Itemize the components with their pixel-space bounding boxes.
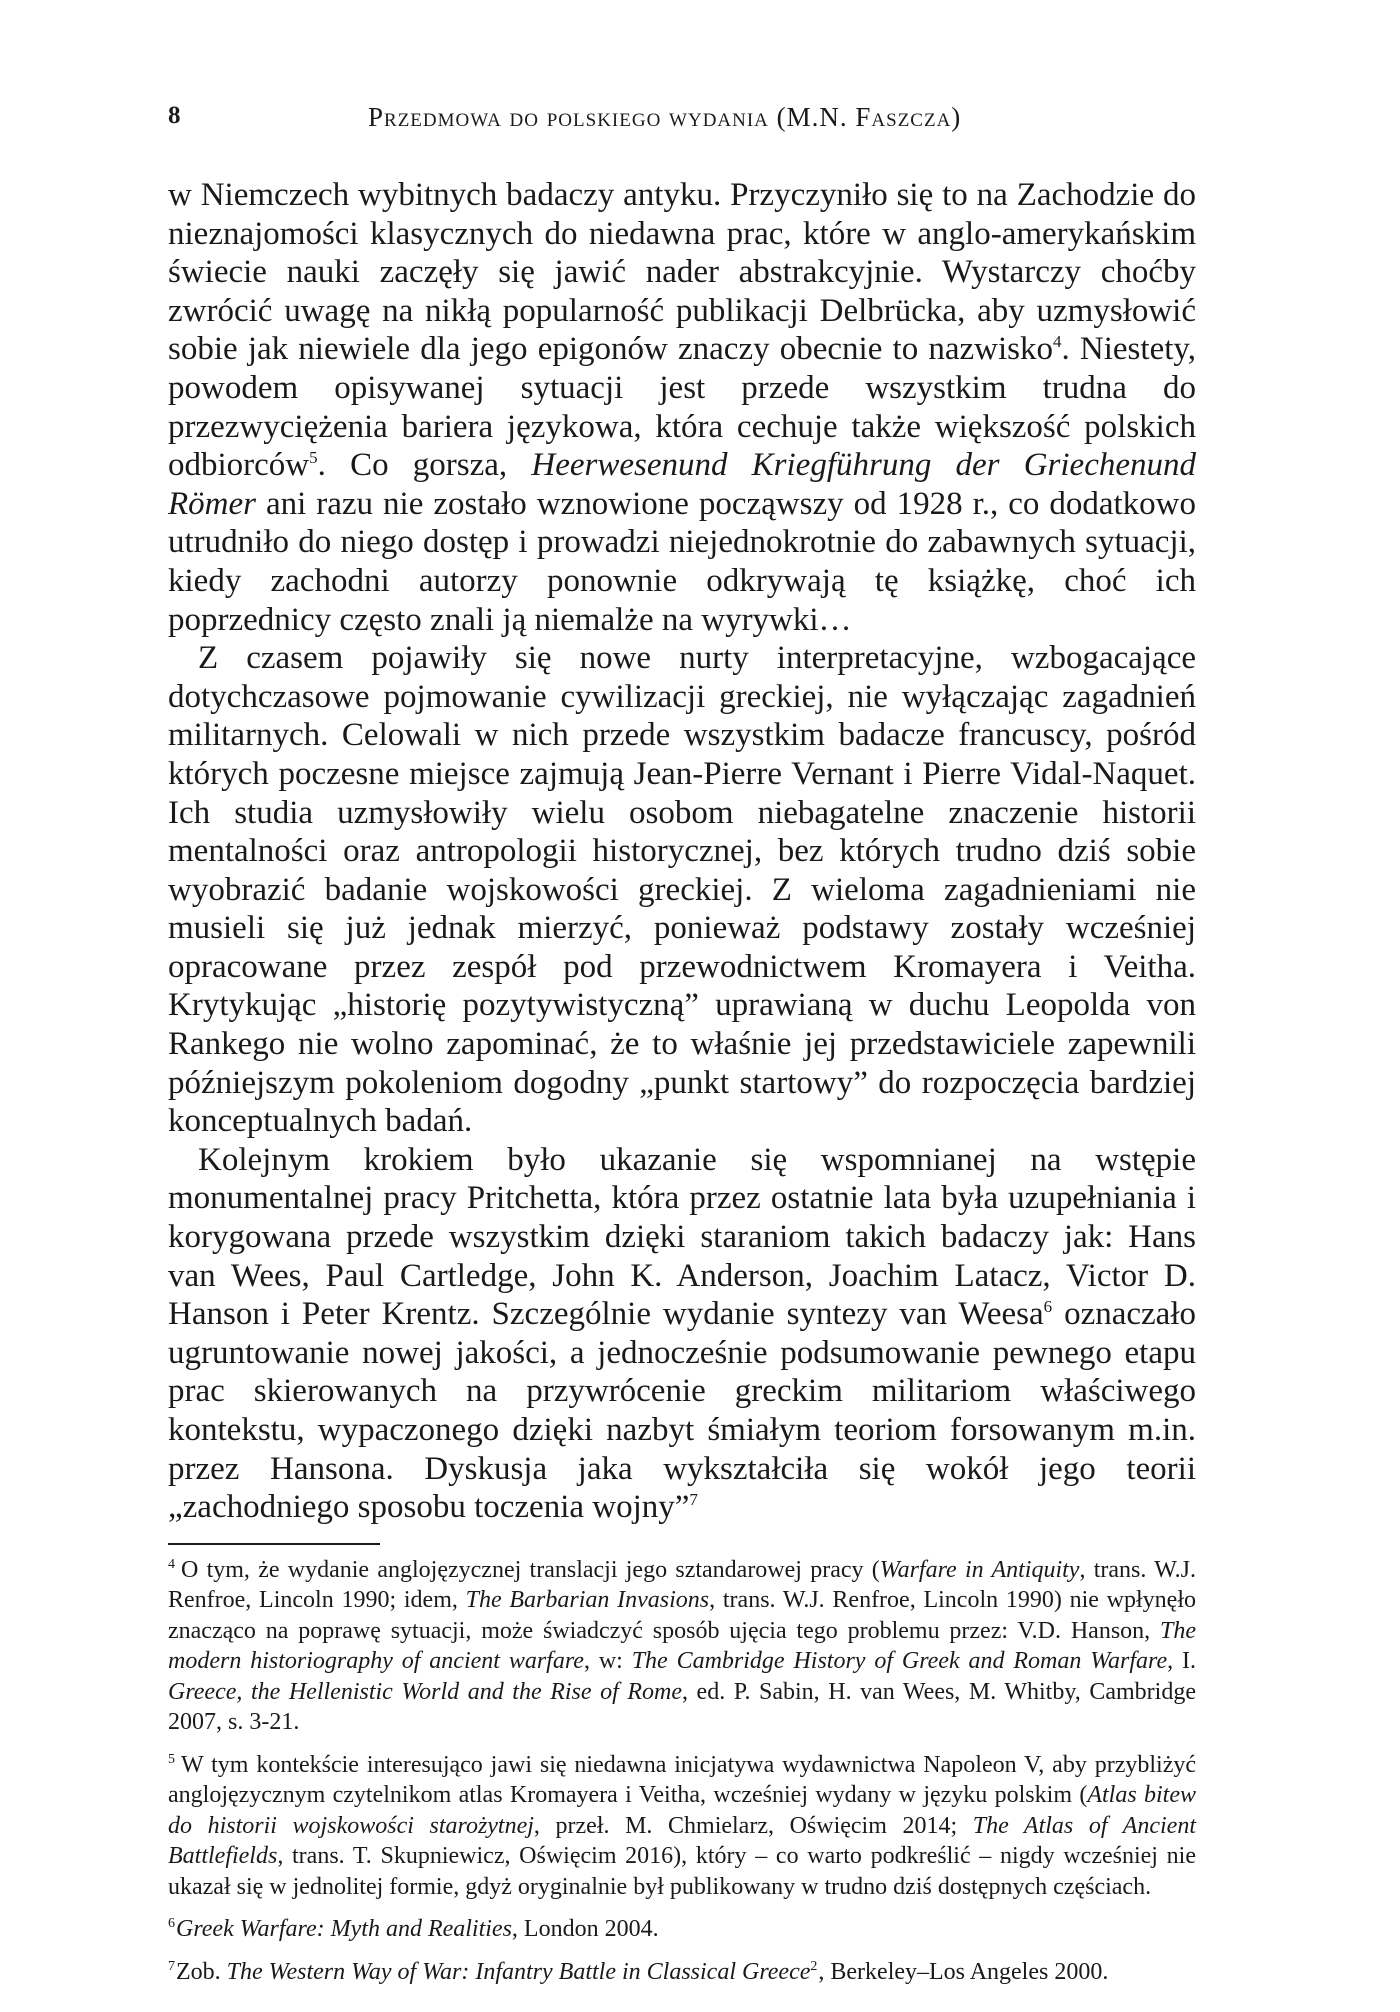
main-text <box>168 176 1196 1527</box>
paragraph-3: Kolejnym krokiem było ukazanie się wspomnianej na wstępie monumentalnej pracy Pritchetta, która przez ostatnie lata była uzupełniania i korygowana przede wszystkim dzięki staraniom takich badaczy jak: Hans van Wees, Paul Cartledge, John K. Anderson, Joachim Latacz, Victor D. Hanson i Peter Krentz. Szczególnie wydanie syntezy van Weesa$^6$ oznaczało ugruntowanie nowej jakości, a jednocześnie podsumowanie pewnego etapu prac skierowanych na przywrócenie greckim militariom właściwego kontekstu, wypaczonego dzięki nazbyt śmiałym teoriom forsowanym m.in. przez Hansona. Dyskusja jaka wykształciła się wokół jego teorii „zachodniego sposobu toczenia wojny”$^7$ <box>168 1141 1196 1526</box>
footnote-number: 4 <box>168 1556 175 1572</box>
footnote-5: $^5$ W tym kontekście interesująco jawi się niedawna inicjatywa wydawnictwa Napoleon V, aby przybliżyć anglojęzycznym czytelnikom atlas Kromayera i Veitha, wcześniej wydany w języku polskim (Atlas bitew do historii wojskowości starożytnej, przeł. M. Chmielarz, Oświęcim 2014; The Atlas of Ancient Battlefields, trans. T. Skupniewicz, Oświęcim 2016), który – co warto podkreślić – nigdy wcześniej nie ukazał się w jednolitej formie, gdyż oryginalnie był publikowany w trudno dziś dostępnych częściach. <box>168 1751 1197 1900</box>
footnote-divider <box>168 1543 380 1545</box>
book-page <box>168 96 1196 1999</box>
footnote-4: $^4$ O tym, że wydanie anglojęzycznej translacji jego sztandarowej pracy (Warfare in Antiquity, trans. W.J. Renfroe, Lincoln 1990; idem, The Barbarian Invasions, trans. W.J. Renfroe, Lincoln 1990) nie wpłynęło znacząco na poprawę sytuacji, może świadczyć sposób ujęcia tego problemu przez: V.D. Hanson, The modern historiography of ancient warfare, w: The Cambridge History of Greek and Roman Warfare, I. Greece, the Hellenistic World and the Rise of Rome, ed. P. Sabin, H. van Wees, M. Whitby, Cambridge 2007, s. 3-21. <box>168 1556 1197 1736</box>
book-title-italic: Heerwesenund Kriegführung der Griechenund Römer <box>168 447 1196 522</box>
footnote-number: 6 <box>168 1916 175 1932</box>
footnotes <box>168 1555 1196 1988</box>
running-title: Przedmowa do polskiego wydania (M.N. Faszcza) <box>368 102 962 132</box>
running-header <box>168 96 1196 140</box>
paragraph-1: w Niemczech wybitnych badaczy antyku. Przyczyniło się to na Zachodzie do nieznajomości klasycznych do niedawna prac, które w anglo-amerykańskim świecie nauki zaczęły się jawić nader abstrakcyjnie. Wystarczy choćby zwrócić uwagę na nikłą popularność publikacji Delbrücka, aby uzmysłowić sobie jak niewiele dla jego epigonów znaczy obecnie to nazwisko$^4$. Niestety, powodem opisywanej sytuacji jest przede wszystkim trudna do przezwyciężenia bariera językowa, która cechuje także większość polskich odbiorców$^5$. Co gorsza, Heerwesenund Kriegführung der Griechenund Römer ani razu nie zostało wznowione począwszy od 1928 r., co dodatkowo utrudniło do niego dostęp i prowadzi niejednokrotnie do zabawnych sytuacji, kiedy zachodni autorzy ponownie odkrywają tę książkę, choć ich poprzednicy często znali ją niemalże na wyrywki… <box>168 177 1196 638</box>
footnote-ref-7[interactable]: 7 <box>689 1490 698 1510</box>
footnote-number: 5 <box>168 1751 175 1767</box>
paragraph-2: Z czasem pojawiły się nowe nurty interpretacyjne, wzbogacające dotychczasowe pojmowanie cywilizacji greckiej, nie wyłączając zagadnień militarnych. Celowali w nich przede wszystkim badacze francuscy, pośród których poczesne miejsce zajmują Jean-Pierre Vernant i Pierre Vidal-Naquet. Ich studia uzmysłowiły wielu osobom niebagatelne znaczenie historii mentalności oraz antropologii historycznej, bez których trudno dziś sobie wyobrazić badanie wojskowości greckiej. Z wieloma zagadnieniami nie musieli się już jednak mierzyć, ponieważ podstawy zostały wcześniej opracowane przez zespół pod przewodnictwem Kromayera i Veitha. Krytykując „historię pozytywistyczną” uprawianą w duchu Leopolda von Rankego nie wolno zapominać, że to właśnie jej przedstawiciele zapewnili późniejszym pokoleniom dogodny „punkt startowy” do rozpoczęcia bardziej konceptualnych badań. <box>168 640 1196 1140</box>
footnote-number: 7 <box>168 1958 175 1974</box>
footnote-ref-5[interactable]: 5 <box>309 448 318 468</box>
edition-superscript: 2 <box>810 1958 818 1974</box>
page-number: 8 <box>168 102 181 129</box>
footnote-ref-6[interactable]: 6 <box>1043 1297 1053 1317</box>
footnote-7: $^7$Zob. The Western Way of War: Infantry Battle in Classical Greece$^2$, Berkeley–Los Angeles 2000. <box>168 1958 1109 1985</box>
footnote-ref-4[interactable]: 4 <box>1053 332 1062 352</box>
footnote-6: $^6$Greek Warfare: Myth and Realities, London 2004. <box>168 1916 659 1943</box>
